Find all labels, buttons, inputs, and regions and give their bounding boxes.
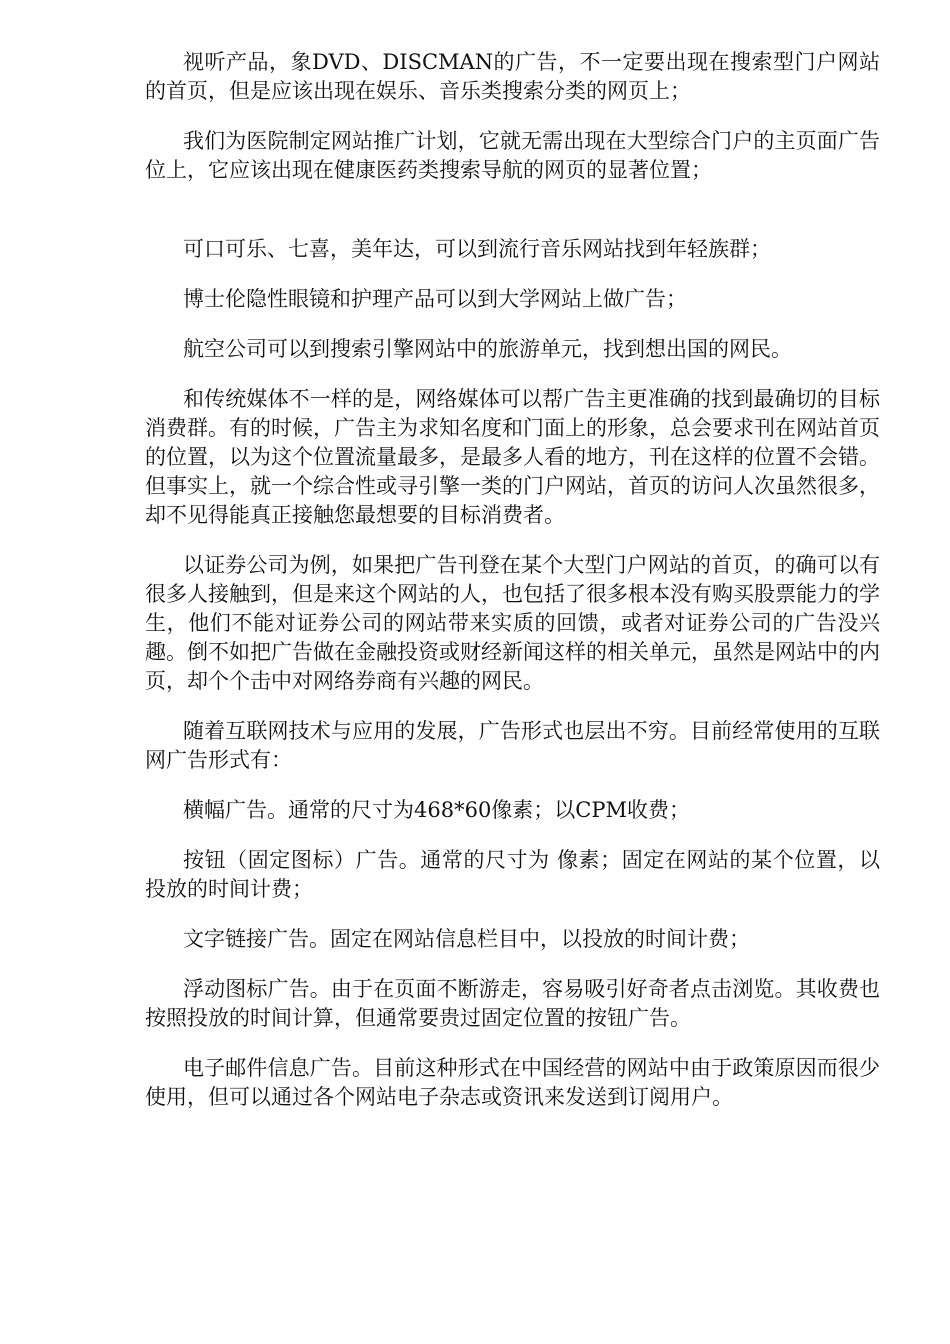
paragraph-network-media: 和传统媒体不一样的是，网络媒体可以帮广告主更准确的找到最确切的目标消费群。有的时候，广告主为求知名度和门面上的形象，总会要求刊在网站首页的位置，以为这个位置流量最多，是最多人看的地方，刊在这样的位置不会错。但事实上，就一个综合性或寻引擎一类的门户网站，首页的访问人次虽然很多，却不见得能真正接触您最想要的目标消费者。 [145,387,880,527]
paragraph-hospital: 我们为医院制定网站推广计划，它就无需出现在大型综合门户的主页面广告位上，它应该出现在健康医药类搜索导航的网页的显著位置； [145,129,880,182]
paragraph-ad-forms-intro: 随着互联网技术与应用的发展，广告形式也层出不穷。目前经常使用的互联网广告形式有： [145,719,880,772]
paragraph-av-products: 视听产品，象DVD、DISCMAN的广告，不一定要出现在搜索型门户网站的首页，但是应该出现在娱乐、音乐类搜索分类的网页上； [145,50,880,103]
paragraph-airline: 航空公司可以到搜索引擎网站中的旅游单元，找到想出国的网民。 [183,337,792,361]
paragraph-email-ad: 电子邮件信息广告。目前这种形式在中国经营的网站中由于政策原因而很少使用，但可以通过各个网站电子杂志或资讯来发送到订阅用户。 [145,1056,880,1109]
paragraph-bausch-lomb: 博士伦隐性眼镜和护理产品可以到大学网站上做广告； [183,287,687,311]
paragraph-text-link-ad: 文字链接广告。固定在网站信息栏目中，以投放的时间计费； [183,927,750,951]
paragraph-securities: 以证券公司为例，如果把广告刊登在某个大型门户网站的首页，的确可以有很多人接触到，但是来这个网站的人，也包括了很多根本没有购买股票能力的学生，他们不能对证券公司的网站带来实质的回馈，或者对证券公司的广告没兴趣。倒不如把广告做在金融投资或财经新闻这样的相关单元，虽然是网站中的内页，却个个击中对网络券商有兴趣的网民。 [145,553,880,693]
paragraph-floating-icon-ad: 浮动图标广告。由于在页面不断游走，容易吸引好奇者点击浏览。其收费也按照投放的时间计算，但通常要贵过固定位置的按钮广告。 [145,977,880,1030]
paragraph-cola: 可口可乐、七喜，美年达，可以到流行音乐网站找到年轻族群； [183,237,771,261]
paragraph-button-ad: 按钮（固定图标）广告。通常的尺寸为 像素；固定在网站的某个位置，以投放的时间计费； [145,848,880,901]
document-page [145,48,880,1133]
paragraph-banner-ad: 横幅广告。通常的尺寸为468*60像素；以CPM收费； [183,798,691,822]
